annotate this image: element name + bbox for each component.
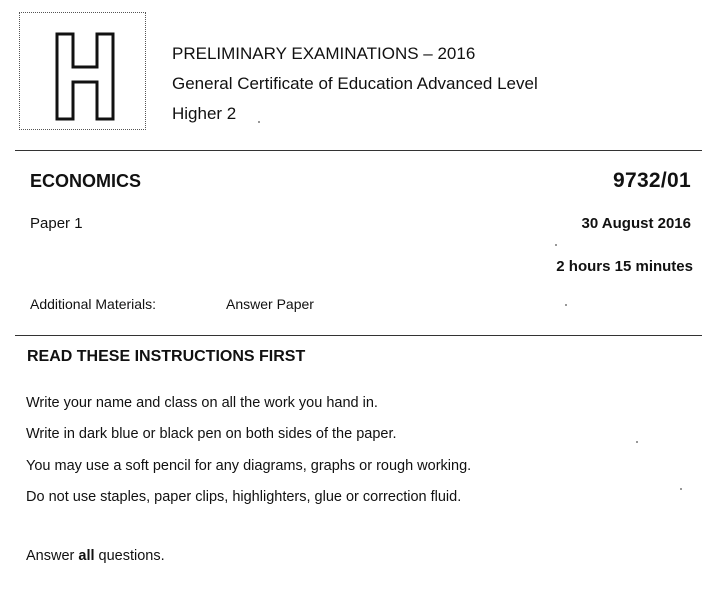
answer-emphasis: all bbox=[78, 548, 95, 564]
exam-duration: 2 hours 15 minutes bbox=[556, 258, 693, 275]
instruction-line: Do not use staples, paper clips, highlighters, glue or correction fluid. bbox=[26, 489, 462, 505]
paper-number: Paper 1 bbox=[30, 215, 83, 232]
middle-divider bbox=[15, 335, 702, 336]
subject-title: ECONOMICS bbox=[30, 171, 142, 191]
certificate-title: General Certificate of Education Advanced Level bbox=[172, 74, 538, 93]
scan-speck bbox=[680, 488, 682, 490]
exam-title: PRELIMINARY EXAMINATIONS – 2016 bbox=[172, 44, 476, 63]
level-logo bbox=[19, 12, 146, 130]
answer-prefix: Answer bbox=[26, 548, 79, 564]
scan-speck bbox=[565, 304, 567, 306]
instruction-line: You may use a soft pencil for any diagrams, graphs or rough working. bbox=[26, 458, 472, 474]
scan-speck bbox=[258, 121, 260, 123]
instruction-line: Write in dark blue or black pen on both sides of the paper. bbox=[26, 426, 397, 442]
answer-instruction bbox=[26, 548, 165, 564]
materials-label: Additional Materials: bbox=[30, 296, 157, 312]
instruction-line: Write your name and class on all the work you hand in. bbox=[26, 395, 378, 411]
letter-h-logo-icon bbox=[20, 13, 147, 131]
materials-value: Answer Paper bbox=[226, 296, 314, 312]
level-label: Higher 2 bbox=[172, 104, 237, 123]
answer-suffix: questions. bbox=[94, 548, 165, 564]
scan-speck bbox=[636, 441, 638, 443]
top-divider bbox=[15, 150, 702, 151]
instructions-heading: READ THESE INSTRUCTIONS FIRST bbox=[27, 348, 306, 365]
paper-code: 9732/01 bbox=[612, 169, 691, 192]
exam-date: 30 August 2016 bbox=[581, 215, 691, 232]
scan-speck bbox=[555, 244, 557, 246]
